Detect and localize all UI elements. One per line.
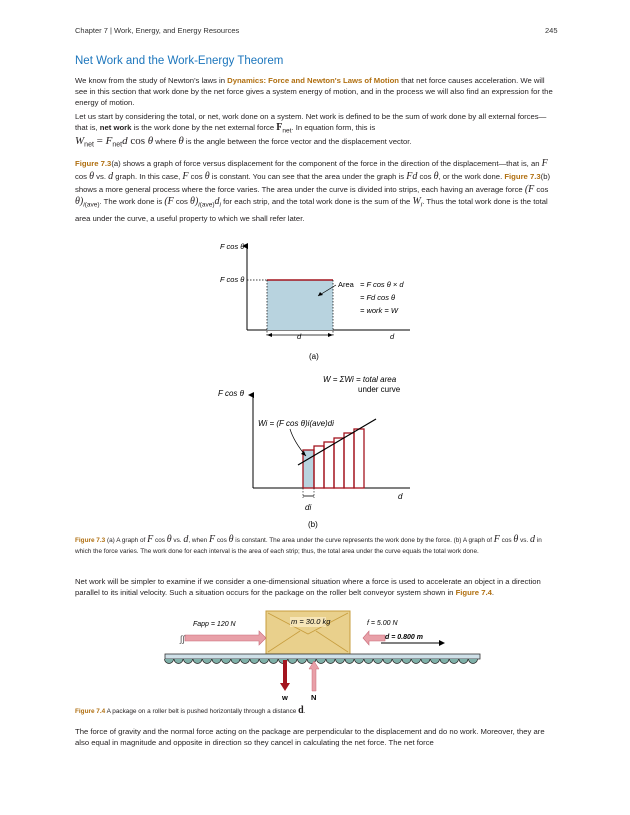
section-title: Net Work and the Work-Energy Theorem	[75, 55, 284, 67]
roller	[364, 659, 373, 664]
link-dynamics[interactable]: Dynamics: Force and Newton's Laws of Motion	[227, 76, 399, 85]
fig-a-eq1: = F cos θ × d	[360, 280, 404, 289]
roller	[250, 659, 259, 664]
roller	[260, 659, 269, 664]
fig-b-di-label: di	[305, 503, 312, 512]
distance-label: d = 0.800 m	[385, 634, 423, 641]
fig-b-d-label: d	[398, 492, 403, 501]
roller	[184, 659, 193, 663]
fig-a-y-axis-label: F cos θ	[220, 242, 245, 251]
roller	[402, 659, 411, 664]
fig-a-d-axis-label: d	[390, 332, 395, 341]
roller	[222, 659, 231, 664]
paragraph-intro: We know from the study of Newton's laws in Dynamics: Force and Newton's Laws of Motion that net force causes acceleration. We will see in this section that work done by the net force gives a system energy of motion, and in the process we will also find an expression for the energy of motion.	[75, 76, 553, 107]
figref-7-4[interactable]: Figure 7.4	[455, 587, 492, 597]
fig-a-panel-label: (a)	[309, 352, 319, 361]
fig-b-panel-label: (b)	[308, 520, 318, 529]
chapter-header: Chapter 7 | Work, Energy, and Energy Resources	[75, 26, 240, 35]
roller	[345, 659, 354, 664]
roller	[212, 659, 221, 664]
fig-b-y-axis-label: F cos θ	[218, 389, 244, 398]
roller	[393, 659, 402, 664]
roller	[326, 659, 335, 664]
roller	[269, 659, 278, 664]
fig-b-total-label-1: W = ΣWi = total area	[323, 375, 397, 384]
paragraph-net-work: Let us start by considering the total, or net, work done on a system. Net work is defined to be the sum of work done by all external forces—that is, net work is the work done by the net external force $F_{net}$. In equation form, this is	[75, 112, 547, 135]
fig-b-total-label-2: under curve	[358, 385, 401, 394]
fig-b-strip-5	[344, 433, 354, 488]
roller	[440, 659, 449, 664]
fig-b-strip-highlight	[303, 450, 314, 488]
friction-label: f = 5.00 N	[367, 620, 398, 627]
paragraph-forces-cancel: The force of gravity and the normal force acting on the package are perpendicular to the displacement and do no work. Moreover, they are also equal in magnitude and opposite in direction so they cancel in calculating the net force. The net force	[75, 727, 545, 747]
fig-b-strip-eq: Wi = (F cos θ)i(ave)di	[258, 419, 334, 428]
caption-figure-7-3: Figure 7.3 (a) A graph of F cos θ vs. d, when F cos θ is constant. The area under the curve represents the work done by the force. (b) A graph of F cos θ vs. d in which the force varies. The work done for each interval is the area of each strip; thus, the total area under the curve equals the total work done.	[75, 534, 542, 555]
roller	[165, 659, 174, 664]
figure-7-4	[155, 609, 485, 704]
roller	[469, 659, 478, 664]
fig-a-d-width-label: d	[297, 332, 302, 341]
mass-label: m = 30.0 kg	[291, 617, 331, 626]
normal-arrow	[309, 661, 319, 691]
roller	[193, 659, 202, 664]
roller	[450, 659, 459, 664]
roller	[317, 659, 326, 664]
f-app-arrow	[185, 631, 266, 645]
f-app-label: Fapp = 120 N	[193, 621, 236, 628]
roller	[421, 659, 430, 664]
normal-label: N	[311, 693, 317, 702]
roller	[374, 659, 383, 664]
roller	[231, 659, 240, 664]
weight-label: w	[282, 693, 288, 702]
roller	[241, 659, 250, 664]
caption-figure-7-4: Figure 7.4 A package on a roller belt is pushed horizontally through a distance d.	[75, 705, 306, 716]
fig-a-eq2: = Fd cos θ	[360, 293, 396, 302]
fig-b-strip-4	[334, 438, 344, 488]
weight-arrow	[280, 660, 290, 691]
rollers	[165, 659, 478, 664]
figure-7-3b	[210, 372, 430, 530]
paragraph-figure-explanation: Figure 7.3(a) shows a graph of force versus displacement for the component of the force in the direction of the displacement—that is, an F cos θ vs. d graph. In this case, F cos θ is constant. You can see that the area under the graph is Fd cos θ, or the work done. Figure 7.3(b) shows a more general process where the force varies. The area under the curve is divided into strips, each having an average force (F $\cos \theta)_{i(ave)}$. The work done is (F $\cos \theta)_{i(ave)}d_i$ for each strip, and the total work done is the sum of the $W_i$. Thus the total work done is the total area under the curve, a useful property to which we shall refer later.	[75, 158, 551, 223]
equation-net-work: $W_{net} = F_{net}d$ cos θ where θ is the angle between the force vector and the displacement vector.	[75, 135, 412, 149]
figref-7-3a[interactable]: Figure 7.3	[75, 159, 112, 168]
fig-a-work-area	[267, 280, 333, 330]
roller	[288, 659, 297, 664]
figure-7-3a	[210, 238, 430, 366]
roller	[298, 659, 307, 664]
roller	[459, 659, 468, 664]
figref-7-3b[interactable]: Figure 7.3	[504, 171, 541, 181]
roller	[355, 659, 364, 664]
fig-b-strip-6	[354, 429, 364, 488]
fig-a-level-label: F cos θ	[220, 275, 245, 284]
roller	[203, 659, 212, 664]
fig-a-area-label: Area	[338, 280, 354, 289]
page-number: 245	[545, 26, 558, 35]
fig-a-eq3: = work = W	[360, 306, 398, 315]
roller	[412, 659, 421, 664]
roller-belt	[165, 654, 480, 659]
roller	[174, 659, 183, 664]
roller	[383, 659, 392, 664]
roller	[336, 659, 345, 664]
fig-b-strips	[303, 429, 364, 488]
paragraph-conveyor: Net work will be simpler to examine if we consider a one-dimensional situation where a force is used to accelerate an object in a direction parallel to its initial velocity. Such a situation occurs for the package on the roller belt conveyor system shown in Figure 7.4.	[75, 577, 541, 597]
svg-text:∫∫: ∫∫	[180, 634, 185, 644]
roller	[431, 659, 440, 664]
